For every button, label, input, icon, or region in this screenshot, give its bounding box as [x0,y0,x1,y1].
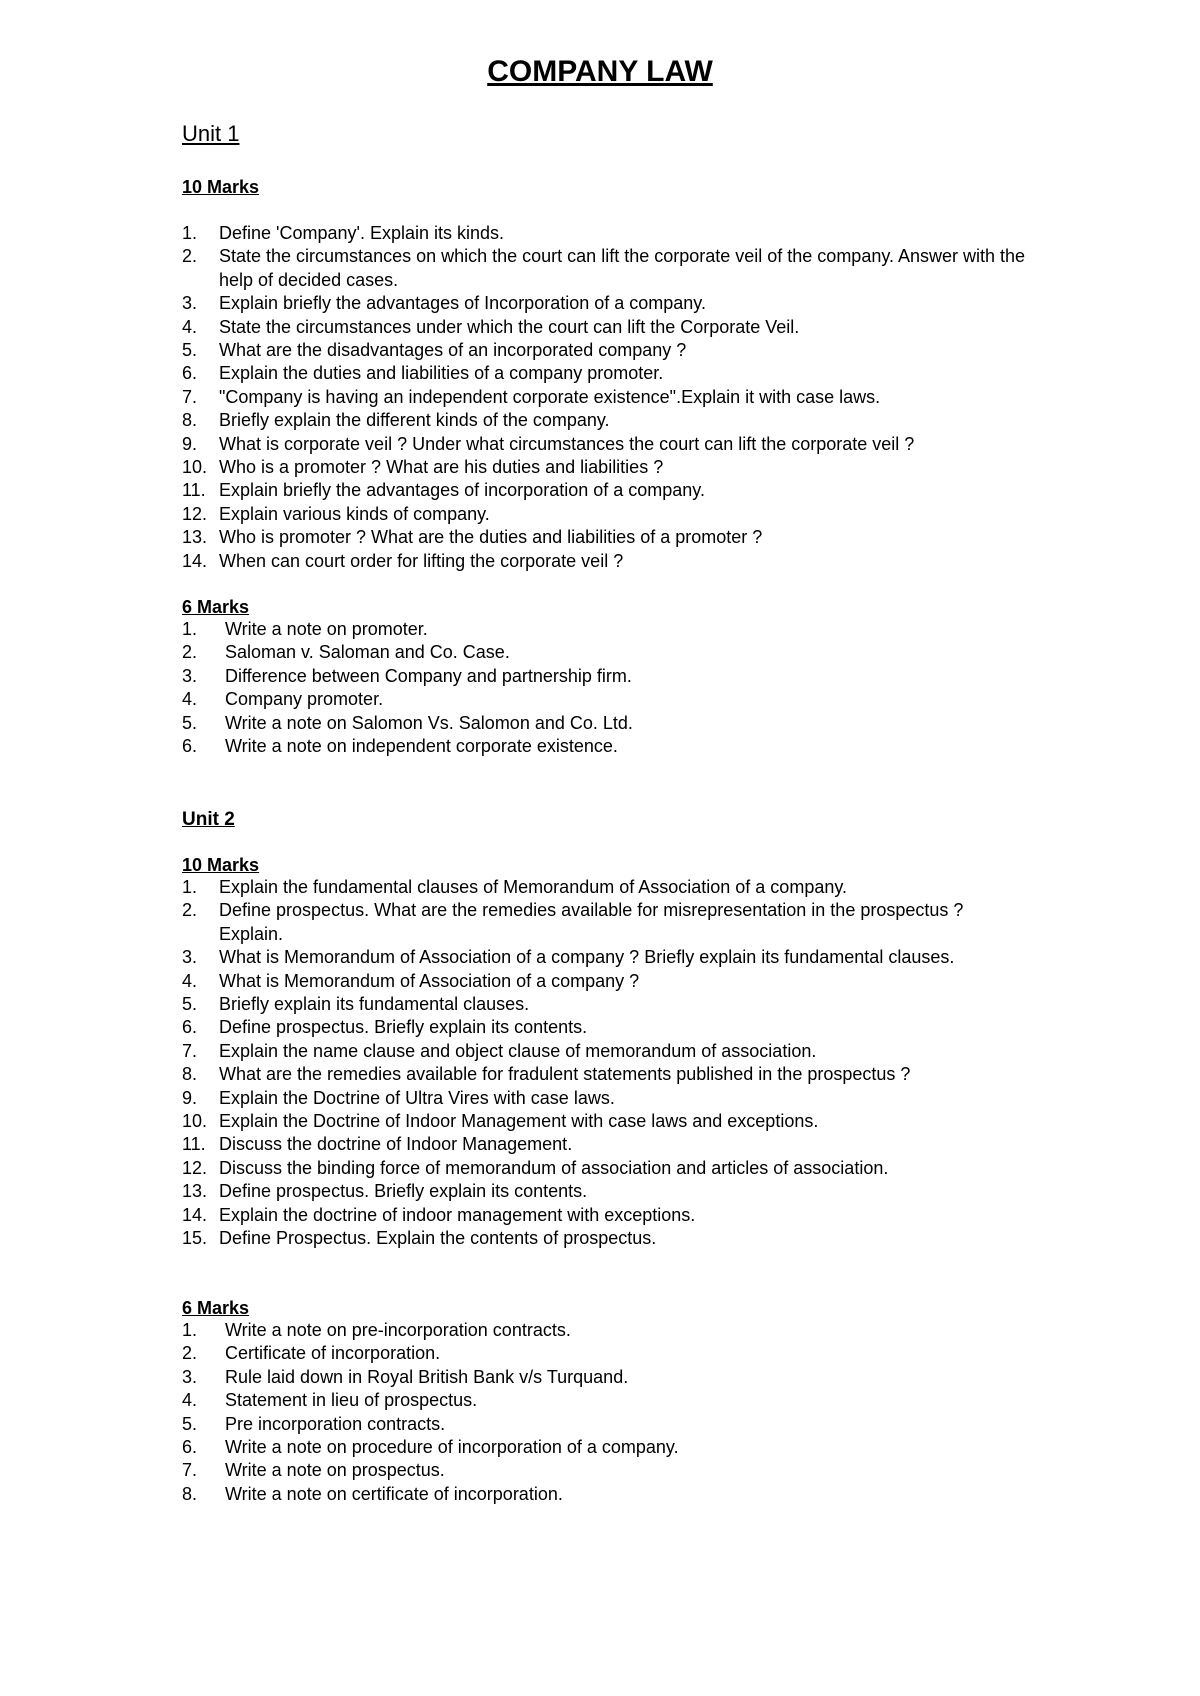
question-number: 7. [182,1040,198,1061]
unit-1-10-marks-heading: 10 Marks [182,177,260,197]
question-item [182,1180,1032,1203]
question-item [182,993,1032,1016]
question-text: Company promoter. [225,689,384,710]
question-text: Define prospectus. What are the remedies available for misrepresentation in the prospectus ? Explain. [219,900,964,944]
question-item [182,1204,1032,1227]
question-item [182,526,1032,549]
question-text: When can court order for lifting the corporate veil ? [219,550,624,571]
question-number: 6. [182,736,198,757]
question-item [182,362,1032,385]
question-item [182,316,1032,339]
question-number: 7. [182,1460,198,1481]
question-number: 5. [182,1413,198,1434]
question-number: 6. [182,1017,198,1038]
question-text: Define prospectus. Briefly explain its contents. [219,1017,588,1038]
question-item [182,1319,1032,1342]
question-number: 14. [182,550,208,571]
unit-1-heading: Unit 1 [182,121,240,146]
question-text: Pre incorporation contracts. [225,1413,446,1434]
question-text: What is Memorandum of Association of a company ? [219,970,640,991]
question-number: 15. [182,1228,208,1249]
question-number: 3. [182,293,198,314]
question-item [182,339,1032,362]
question-text: Rule laid down in Royal British Bank v/s Turquand. [225,1366,629,1387]
question-number: 12. [182,503,208,524]
question-number: 1. [182,877,198,897]
question-item [182,946,1032,969]
question-item [182,1016,1032,1039]
question-number: 10. [182,457,208,478]
question-item [182,735,1032,758]
question-text: Saloman v. Saloman and Co. Case. [225,642,510,663]
unit-1-10-marks-list [182,222,1032,573]
question-text: Certificate of incorporation. [225,1343,441,1364]
question-text: Define 'Company'. Explain its kinds. [219,223,505,243]
question-item [182,618,1032,641]
question-text: Define Prospectus. Explain the contents of prospectus. [219,1228,657,1249]
question-item [182,1063,1032,1086]
question-item [182,1413,1032,1436]
question-text: Statement in lieu of prospectus. [225,1390,478,1411]
question-item [182,899,1032,946]
question-number: 4. [182,970,198,991]
unit-2-10-marks-heading: 10 Marks [182,855,260,875]
question-number: 6. [182,1437,198,1458]
question-item [182,386,1032,409]
question-item [182,688,1032,711]
question-text: Who is promoter ? What are the duties and liabilities of a promoter ? [219,527,763,548]
question-number: 2. [182,642,198,663]
question-item [182,1087,1032,1110]
unit-1-6-marks-list [182,618,1032,758]
question-number: 5. [182,994,198,1015]
question-item [182,1459,1032,1482]
unit-2-6-marks-list [182,1319,1032,1506]
question-item [182,712,1032,735]
question-number: 3. [182,1366,198,1387]
question-text: Define prospectus. Briefly explain its contents. [219,1181,588,1202]
question-item [182,665,1032,688]
question-number: 2. [182,246,198,267]
question-number: 7. [182,386,198,407]
question-number: 5. [182,340,198,361]
question-number: 1. [182,1320,198,1340]
question-number: 4. [182,689,198,710]
question-item [182,1483,1032,1506]
unit-2-10-marks-list [182,876,1032,1251]
question-text: Briefly explain its fundamental clauses. [219,994,530,1015]
question-item [182,1157,1032,1180]
question-number: 2. [182,900,198,921]
question-item [182,1436,1032,1459]
question-text: State the circumstances on which the court can lift the corporate veil of the company. Answer with the help of decided cases. [219,246,1026,290]
question-text: "Company is having an independent corporate existence".Explain it with case laws. [219,386,881,407]
question-number: 12. [182,1157,208,1178]
question-item [182,479,1032,502]
question-number: 8. [182,1483,198,1504]
question-number: 10. [182,1111,208,1132]
question-text: Explain the fundamental clauses of Memorandum of Association of a company. [219,877,848,897]
question-text: State the circumstances under which the court can lift the Corporate Veil. [219,316,800,337]
question-text: Explain the doctrine of indoor management with exceptions. [219,1204,696,1225]
question-item [182,641,1032,664]
question-item [182,245,1032,292]
question-text: Discuss the binding force of memorandum of association and articles of association. [219,1157,889,1178]
question-number: 2. [182,1343,198,1364]
question-item [182,222,1032,245]
question-number: 11. [182,480,206,501]
question-text: Explain the Doctrine of Ultra Vires with case laws. [219,1087,615,1108]
question-text: What is Memorandum of Association of a company ? Briefly explain its fundamental clauses. [219,947,955,968]
page-title: COMPANY LAW [487,55,713,88]
question-text: What are the disadvantages of an incorporated company ? [219,340,687,361]
question-item [182,550,1032,573]
question-item [182,456,1032,479]
unit-2-heading: Unit 2 [182,809,235,830]
question-text: Explain various kinds of company. [219,503,490,524]
question-text: Write a note on certificate of incorporation. [225,1483,563,1504]
question-number: 5. [182,712,198,733]
question-item [182,1342,1032,1365]
question-text: What is corporate veil ? Under what circumstances the court can lift the corporate veil ? [219,433,915,454]
question-number: 3. [182,665,198,686]
question-text: Who is a promoter ? What are his duties and liabilities ? [219,457,664,478]
question-number: 13. [182,527,208,548]
question-item [182,503,1032,526]
question-text: Explain the duties and liabilities of a company promoter. [219,363,664,384]
question-number: 4. [182,1390,198,1411]
question-item [182,876,1032,899]
question-text: Write a note on Salomon Vs. Salomon and Co. Ltd. [225,712,633,733]
question-number: 14. [182,1204,208,1225]
question-item [182,1389,1032,1412]
question-number: 4. [182,316,198,337]
question-text: Explain briefly the advantages of Incorporation of a company. [219,293,706,314]
question-text: Briefly explain the different kinds of the company. [219,410,610,431]
question-text: Explain the Doctrine of Indoor Management with case laws and exceptions. [219,1111,819,1132]
question-item [182,433,1032,456]
question-text: Write a note on prospectus. [225,1460,445,1481]
question-number: 1. [182,223,198,243]
question-item [182,1040,1032,1063]
question-number: 13. [182,1181,208,1202]
question-item [182,1366,1032,1389]
unit-2-6-marks-heading: 6 Marks [182,1298,250,1318]
question-text: Write a note on independent corporate existence. [225,736,618,757]
question-number: 11. [182,1134,206,1155]
question-text: Write a note on pre-incorporation contracts. [225,1320,571,1340]
question-item [182,292,1032,315]
question-item [182,409,1032,432]
question-text: Write a note on procedure of incorporation of a company. [225,1437,679,1458]
question-number: 9. [182,433,198,454]
question-text: Discuss the doctrine of Indoor Management. [219,1134,573,1155]
question-number: 8. [182,1064,198,1085]
question-item [182,1227,1032,1250]
question-text: What are the remedies available for fradulent statements published in the prospectus ? [219,1064,911,1085]
question-number: 6. [182,363,198,384]
question-number: 9. [182,1087,198,1108]
question-text: Explain briefly the advantages of incorporation of a company. [219,480,705,501]
question-number: 1. [182,619,198,639]
question-text: Write a note on promoter. [225,619,428,639]
question-text: Difference between Company and partnership firm. [225,665,632,686]
question-item [182,1133,1032,1156]
question-item [182,1110,1032,1133]
question-number: 8. [182,410,198,431]
question-text: Explain the name clause and object clause of memorandum of association. [219,1040,817,1061]
question-number: 3. [182,947,198,968]
unit-1-6-marks-heading: 6 Marks [182,597,250,617]
question-item [182,970,1032,993]
